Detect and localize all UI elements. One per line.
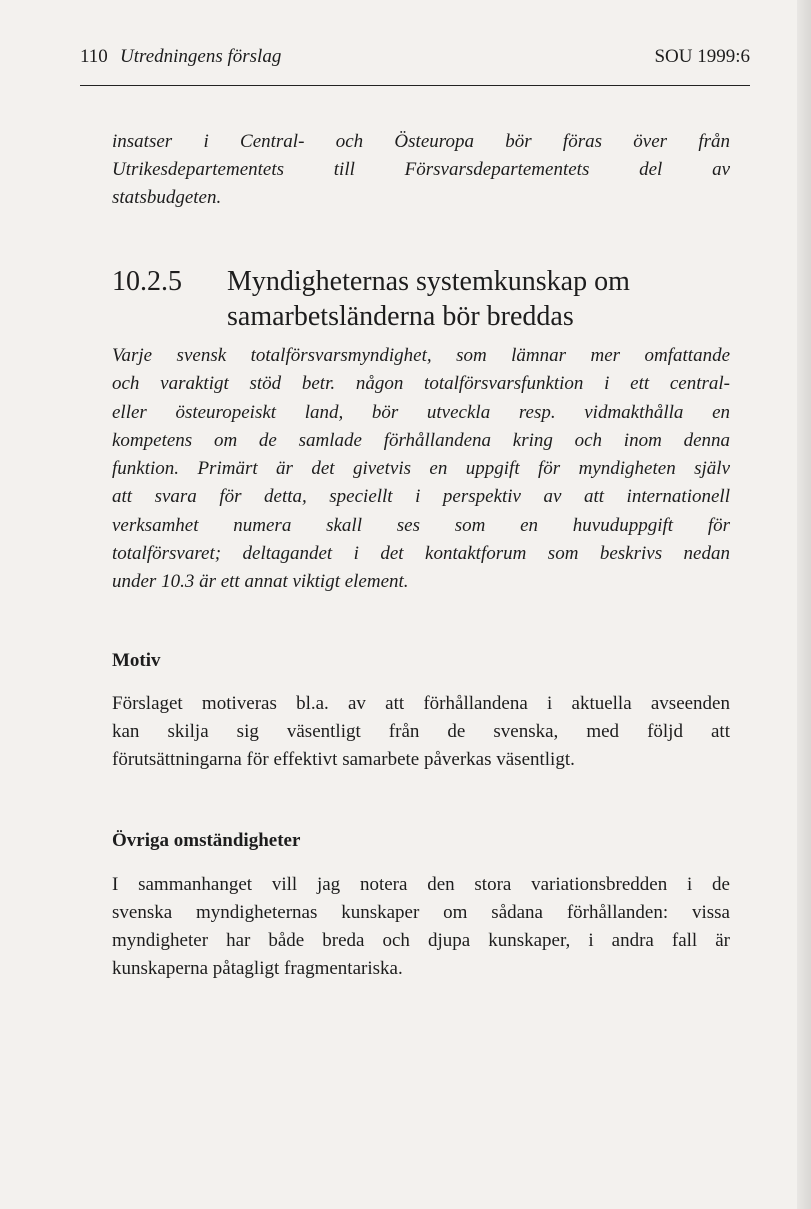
report-id: SOU 1999:6 <box>654 46 750 67</box>
proposal-line: under 10.3 är ett annat viktigt element. <box>112 571 409 593</box>
proposal-line: Varje svensk totalförsvarsmyndighet, som lämnar mer omfattande <box>112 345 730 366</box>
intro-line: Utrikesdepartementets till Försvarsdepartementets del av <box>112 159 730 180</box>
proposal-line: verksamhet numera skall ses som en huvuduppgift för <box>112 514 730 536</box>
ovriga-heading: Övriga omständigheter <box>112 830 301 851</box>
proposal-line: funktion. Primärt är det givetvis en uppgift för myndigheten själv <box>112 458 730 480</box>
ovriga-line: svenska myndigheternas kunskaper om sådana förhållanden: vissa <box>112 902 730 923</box>
section-title <box>227 264 747 334</box>
page-edge <box>797 0 811 1209</box>
motiv-paragraph <box>112 690 730 774</box>
intro-line: statsbudgeten. <box>112 187 222 208</box>
page-number: 110 <box>80 46 108 67</box>
motiv-line: förutsättningarna för effektivt samarbete påverkas väsentligt. <box>112 749 575 770</box>
proposal-paragraph <box>112 342 730 597</box>
section-title-line: Myndigheternas systemkunskap om <box>227 266 630 297</box>
motiv-heading: Motiv <box>112 650 161 671</box>
header-rule <box>80 85 750 86</box>
running-title: Utredningens förslag <box>120 46 282 67</box>
ovriga-line: I sammanhanget vill jag notera den stora variationsbredden i de <box>112 874 730 895</box>
intro-paragraph <box>112 128 730 212</box>
proposal-line: att svara för detta, speciellt i perspektiv av att internationell <box>112 486 730 508</box>
motiv-line: kan skilja sig väsentligt från de svenska, med följd att <box>112 721 730 742</box>
intro-line: insatser i Central- och Östeuropa bör föras över från <box>112 131 730 152</box>
proposal-line: och varaktigt stöd betr. någon totalförsvarsfunktion i ett central- <box>112 373 730 395</box>
proposal-line: kompetens om de samlade förhållandena kring och inom denna <box>112 429 730 451</box>
section-number: 10.2.5 <box>112 266 182 297</box>
motiv-line: Förslaget motiveras bl.a. av att förhållandena i aktuella avseenden <box>112 693 730 714</box>
proposal-line: totalförsvaret; deltagandet i det kontaktforum som beskrivs nedan <box>112 543 730 565</box>
ovriga-paragraph <box>112 871 730 983</box>
proposal-line: eller östeuropeiskt land, bör utveckla resp. vidmakthålla en <box>112 401 730 423</box>
ovriga-line: kunskaperna påtagligt fragmentariska. <box>112 958 403 979</box>
page-header <box>80 46 750 76</box>
ovriga-line: myndigheter har både breda och djupa kunskaper, i andra fall är <box>112 930 730 951</box>
section-title-line: samarbetsländerna bör breddas <box>227 301 574 332</box>
